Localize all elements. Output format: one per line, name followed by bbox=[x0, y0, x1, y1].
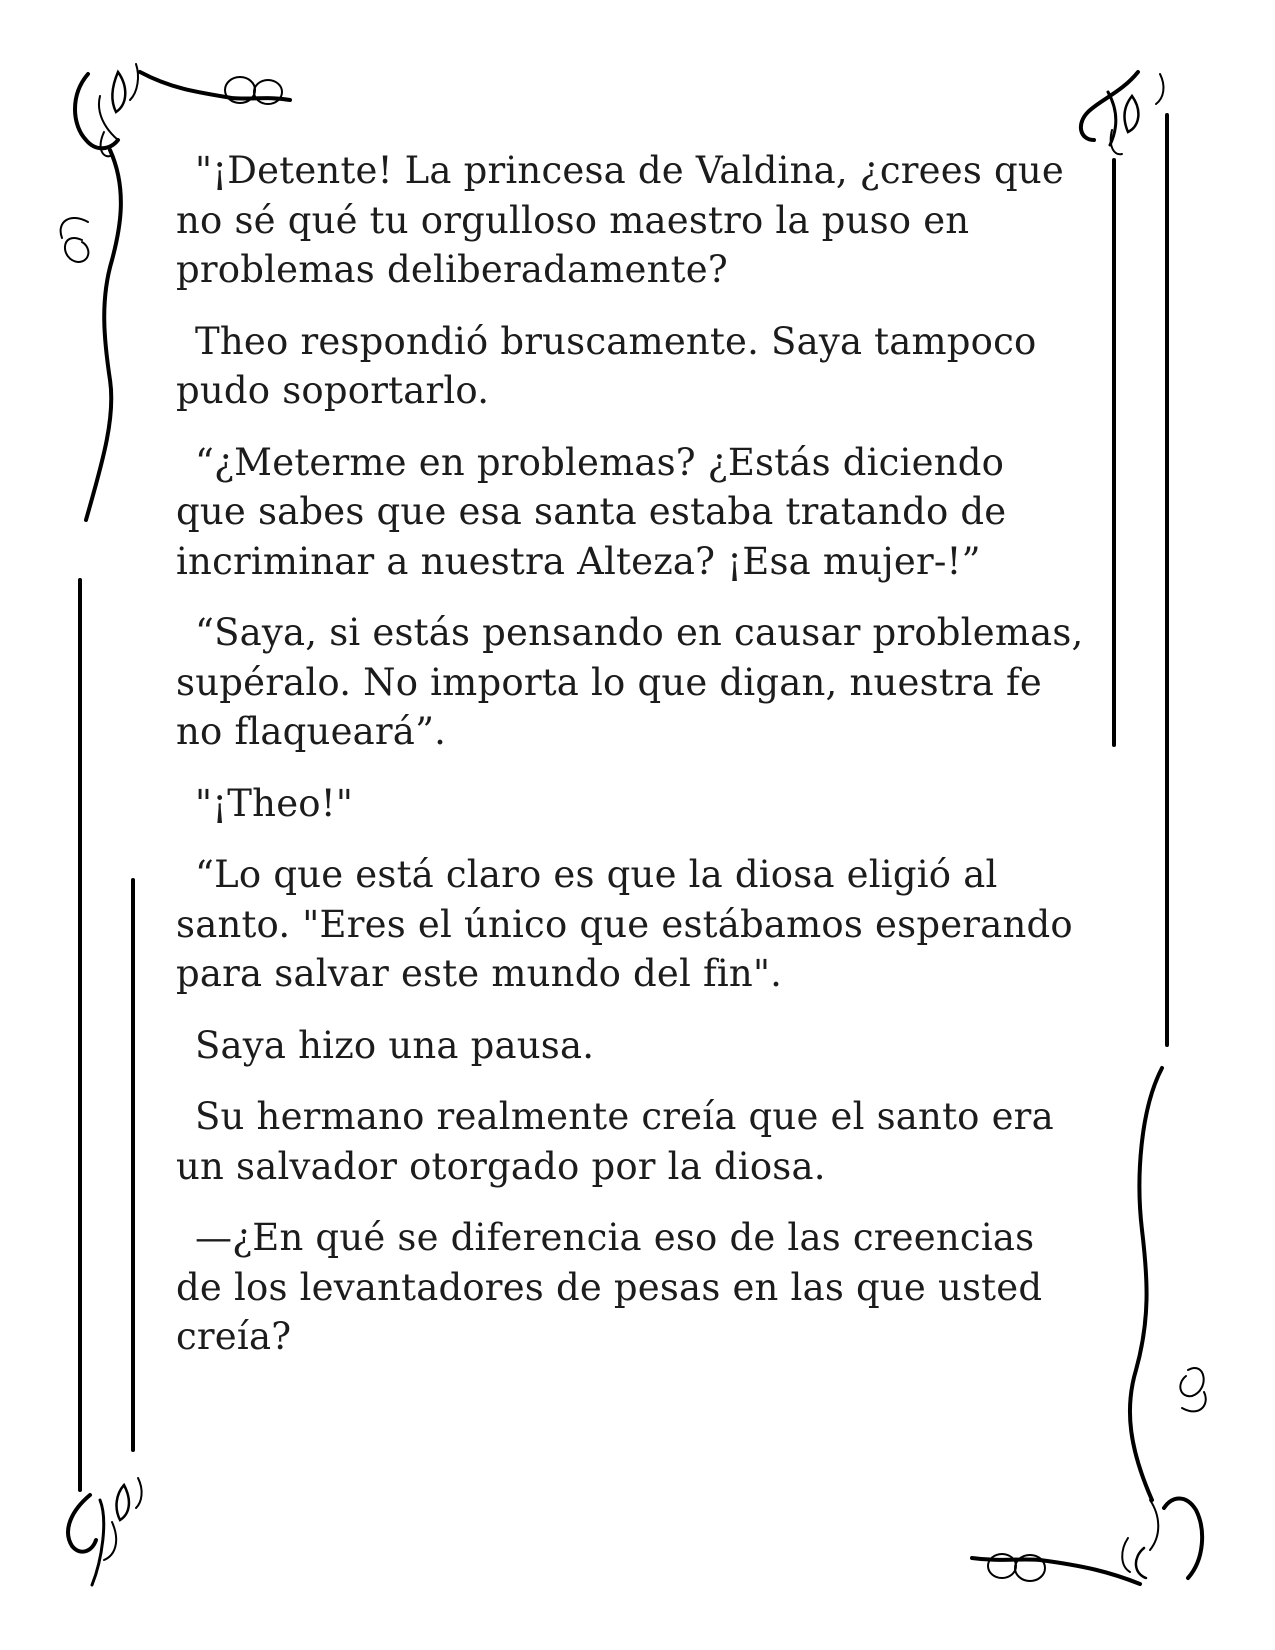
bottom-right-flourish-icon bbox=[972, 1499, 1202, 1585]
top-right-flourish-icon bbox=[1081, 72, 1164, 154]
top-left-flourish-icon bbox=[75, 64, 290, 156]
right-wavy-line bbox=[1130, 1068, 1162, 1500]
paragraph: Saya hizo una pausa. bbox=[195, 1023, 595, 1067]
left-wavy-line bbox=[86, 150, 121, 520]
paragraph: —¿En qué se diferencia eso de las creencias de los levantadores de pesas en las que usted creía? bbox=[176, 1216, 1043, 1358]
paragraph: “¿Meterme en problemas? ¿Estás diciendo que sabes que esa santa estaba tratando de incriminar a nuestra Alteza? ¡Esa mujer-!” bbox=[176, 440, 1007, 583]
paragraph: “Saya, si estás pensando en causar problemas, supéralo. No importa lo que digan, nuestra fe no flaqueará”. bbox=[176, 611, 1084, 753]
paragraph: Su hermano realmente creía que el santo era un salvador otorgado por la diosa. bbox=[176, 1095, 1054, 1188]
paragraph: "¡Detente! La princesa de Valdina, ¿crees que no sé qué tu orgulloso maestro la puso en problemas deliberadamente? bbox=[176, 149, 1064, 291]
bottom-left-flourish-icon bbox=[68, 1478, 142, 1585]
story-text bbox=[176, 146, 1086, 1384]
right-curl-icon bbox=[1180, 1368, 1205, 1411]
paragraph: "¡Theo!" bbox=[195, 781, 354, 825]
left-curl-icon bbox=[61, 218, 89, 262]
paragraph: Theo respondió bruscamente. Saya tampoco pudo soportarlo. bbox=[176, 319, 1037, 412]
paragraph: “Lo que está claro es que la diosa eligió al santo. "Eres el único que estábamos esperando para salvar este mundo del fin". bbox=[176, 853, 1073, 995]
